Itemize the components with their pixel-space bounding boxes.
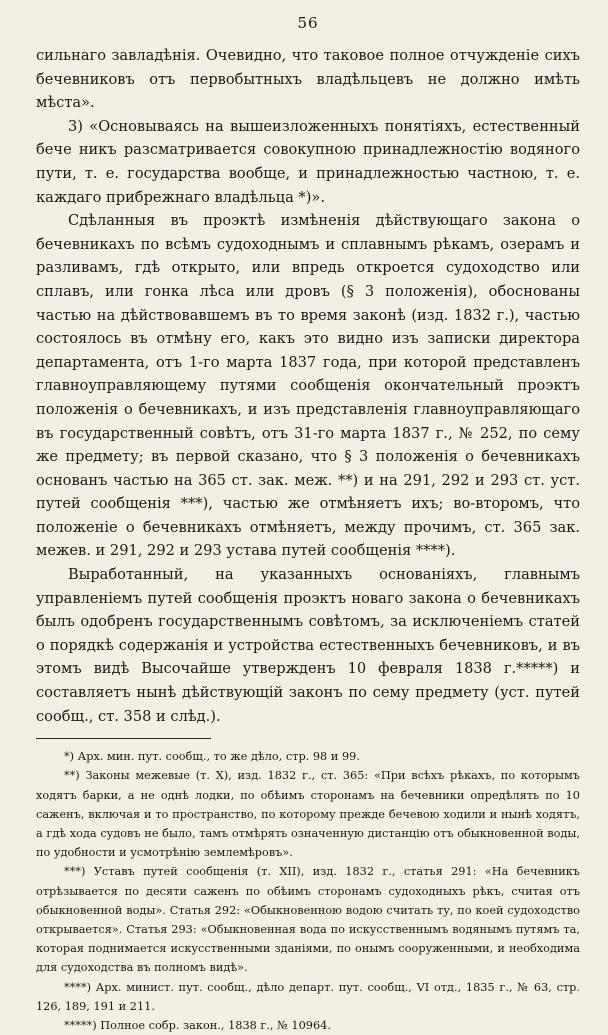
footnote-1: *) Арх. мин. пут. сообщ., то же дѣло, стр. 98 и 99. bbox=[64, 750, 360, 764]
body-text bbox=[36, 44, 580, 728]
footnote-divider bbox=[36, 738, 211, 739]
page-number: 56 bbox=[297, 14, 319, 32]
footnote-2: **) Законы межевые (т. X), изд. 1832 г., ст. 365: «При всѣхъ рѣкахъ, по которымъ ходятъ барки, а не однѣ лодки, по обѣимъ сторонамъ на бечевники опредѣлять по 10 саженъ, включая и то пространство, по которому прежде бечевою ходили и нынѣ ходятъ, а гдѣ хода судовъ не было, тамъ отмѣрять означенную дистанцію отъ обыкновенной воды, по удобности и усмотрѣнію землемѣровъ». bbox=[36, 769, 580, 860]
paragraph-4: Выработанный, на указанныхъ основаніяхъ, главнымъ управленіемъ путей сообщенія проэктъ новаго закона о бечевникахъ былъ одобренъ государственнымъ совѣтомъ, за исключеніемъ статей о порядкѣ содержанія и устройства естественныхъ бечевниковъ, и въ этомъ видѣ Высочайше утвержденъ 10 февраля 1838 г.*****) и составляетъ нынѣ дѣйствующій законъ по сему предмету (уст. путей сообщ., ст. 358 и слѣд.). bbox=[36, 566, 580, 725]
footnotes bbox=[36, 747, 580, 1035]
paragraph-1: сильнаго завладѣнія. Очевидно, что таковое полное отчужденіе сихъ бечевниковъ отъ первобытныхъ владѣльцевъ не должно имѣть мѣста». bbox=[36, 47, 580, 112]
footnote-3: ***) Уставъ путей сообщенія (т. XII), изд. 1832 г., статья 291: «На бечевникъ отрѣзывается по десяти саженъ по обѣимъ сторонамъ судоходныхъ рѣкъ, считая отъ обыкновенной воды». Статья 292: «Обыкновенною водою считать ту, по коей судоходство открывается». Статья 293: «Обыкновенная вода по искусственнымъ водянымъ путямъ та, которая поднимается искусственными зданіями, по онымъ сооруженными, и необходима для судоходства въ полномъ видѣ». bbox=[36, 865, 580, 975]
footnote-4: ****) Арх. минист. пут. сообщ., дѣло департ. пут. сообщ., VI отд., 1835 г., № 63, стр. 126, 189, 191 и 211. bbox=[36, 980, 580, 1013]
paragraph-2: 3) «Основываясь на вышеизложенныхъ понятіяхъ, естественный бече никъ разсматривается совокупною принадлежностію водяного пути, т. е. государства вообще, и принадлежностью частною, т. е. каждаго прибрежнаго владѣльца *)». bbox=[36, 117, 580, 206]
paragraph-3: Сдѣланныя въ проэктѣ измѣненія дѣйствующаго закона о бечевникахъ по всѣмъ судоходнымъ и сплавнымъ рѣкамъ, озерамъ и разливамъ, гдѣ открыто, или впредь откроется судоходство или сплавъ, или гонка лѣса или дровъ (§ 3 положенія), обоснованы частью на дѣйствовавшемъ въ то время законѣ (изд. 1832 г.), частью состоялось въ отмѣну его, какъ это видно изъ записки директора департамента, отъ 1-го марта 1837 года, при которой представленъ главноуправляющему путями сообщенія окончательный проэктъ положенія о бечевникахъ, и изъ представленія главноуправляющаго въ государственный совѣтъ, отъ 31-го марта 1837 г., № 252, по сему же предмету; въ первой сказано, что § 3 положенія о бечевникахъ основанъ частью на 365 ст. зак. меж. **) и на 291, 292 и 293 ст. уст. путей сообщенія ***), частью же отмѣняетъ ихъ; во-второмъ, что положеніе о бечевникахъ отмѣняетъ, между прочимъ, ст. 365 зак. межев. и 291, 292 и 293 устава путей сообщенія ****). bbox=[36, 212, 580, 560]
footnote-5: *****) Полное собр. закон., 1838 г., № 10964. bbox=[64, 1019, 331, 1033]
